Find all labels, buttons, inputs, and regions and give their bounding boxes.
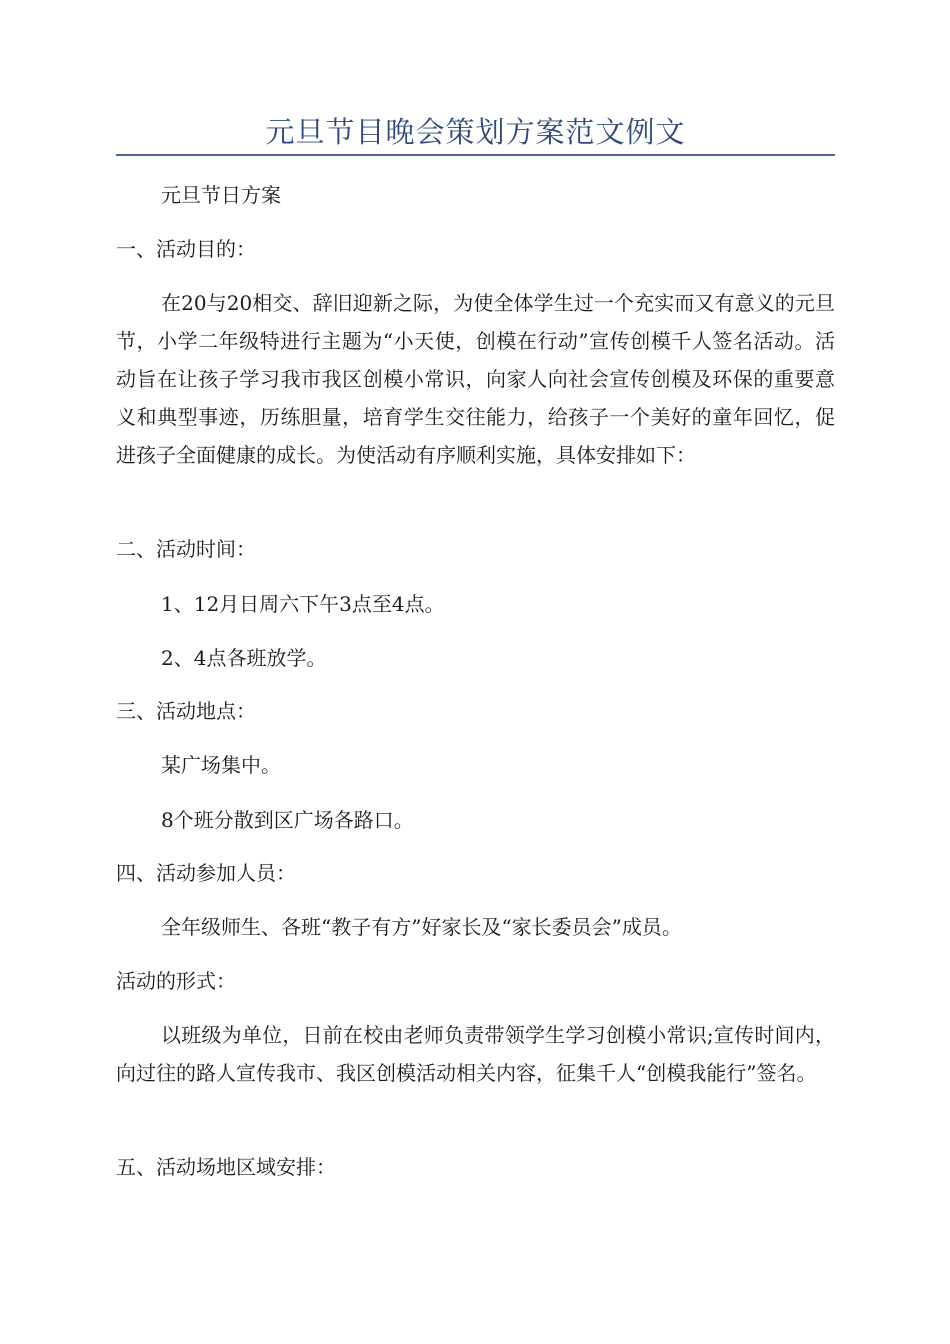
section-heading-form: 活动的形式： xyxy=(116,969,236,993)
document-title: 元旦节目晚会策划方案范文例文 xyxy=(265,115,686,149)
title-underline xyxy=(116,154,835,156)
participants-item-1: 全年级师生、各班“教子有方”好家长及“家长委员会”成员。 xyxy=(161,915,682,939)
section-heading-purpose: 一、活动目的： xyxy=(116,237,256,261)
location-item-2: 8个班分散到区广场各路口。 xyxy=(161,808,414,832)
section-heading-location: 三、活动地点： xyxy=(116,699,256,723)
time-item-1: 1、12月日周六下午3点至4点。 xyxy=(161,592,445,616)
time-item-2: 2、4点各班放学。 xyxy=(161,646,327,670)
section-heading-participants: 四、活动参加人员： xyxy=(116,861,296,885)
form-paragraph: 以班级为单位，日前在校由老师负责带领学生学习创模小常识;宣传时间内，向过往的路人宣传我市、我区创模活动相关内容，征集千人“创模我能行”签名。 xyxy=(116,1023,835,1085)
section-heading-venue: 五、活动场地区域安排： xyxy=(116,1155,336,1179)
section-heading-time: 二、活动时间： xyxy=(116,537,256,561)
purpose-paragraph: 在20与20相交、辞旧迎新之际，为使全体学生过一个充实而又有意义的元旦节，小学二年级特进行主题为“小天使，创模在行动”宣传创模千人签名活动。活动旨在让孩子学习我市我区创模小常识，向家人向社会宣传创模及环保的重要意义和典型事迹，历练胆量，培育学生交往能力，给孩子一个美好的童年回忆，促进孩子全面健康的成长。为使活动有序顺利实施，具体安排如下： xyxy=(116,291,835,467)
location-item-1: 某广场集中。 xyxy=(161,753,281,777)
document-subtitle: 元旦节日方案 xyxy=(161,183,281,207)
